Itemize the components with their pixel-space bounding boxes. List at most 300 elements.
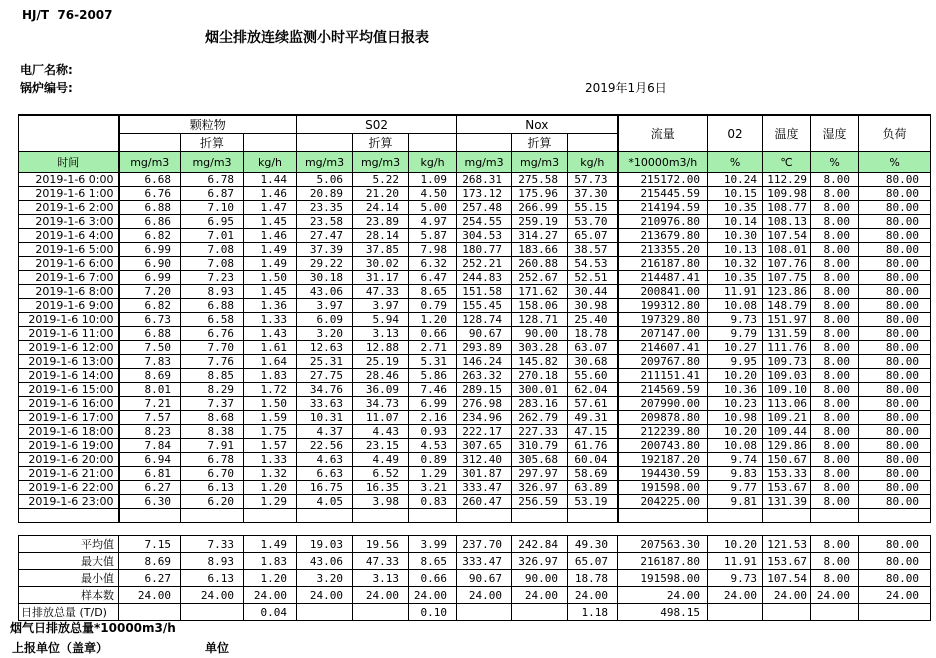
unit-label: 单位 [205, 641, 230, 655]
value-cell: 80.00 [859, 229, 931, 243]
value-cell: 268.31 [457, 173, 512, 187]
value-cell: 4.37 [297, 425, 353, 439]
unit-header: kg/h [409, 152, 457, 173]
value-cell: 8.00 [811, 271, 859, 285]
value-cell: 0.89 [409, 453, 457, 467]
spacer-cell [244, 134, 297, 152]
value-cell: 53.70 [568, 215, 618, 229]
value-cell: 6.99 [119, 271, 181, 285]
table-row [19, 271, 931, 285]
value-cell: 8.00 [811, 453, 859, 467]
value-cell: 200743.80 [618, 439, 708, 453]
value-cell: 107.54 [763, 570, 811, 587]
value-cell: 52.51 [568, 271, 618, 285]
value-cell: 10.35 [708, 201, 763, 215]
value-cell: 1.75 [244, 425, 297, 439]
value-cell: 11.07 [353, 411, 409, 425]
unit-header: mg/m3 [181, 152, 244, 173]
unit-header: mg/m3 [297, 152, 353, 173]
value-cell: 8.00 [811, 536, 859, 553]
value-cell: 1.46 [244, 187, 297, 201]
value-cell: 10.35 [708, 271, 763, 285]
value-cell: 199312.80 [618, 299, 708, 313]
value-cell: 1.20 [244, 570, 297, 587]
value-cell: 54.53 [568, 257, 618, 271]
value-cell: 173.12 [457, 187, 512, 201]
value-cell [119, 509, 181, 523]
value-cell: 7.46 [409, 383, 457, 397]
value-cell [708, 509, 763, 523]
value-cell: 5.00 [409, 201, 457, 215]
value-cell: 314.27 [512, 229, 568, 243]
value-cell: 80.00 [859, 215, 931, 229]
value-cell: 24.00 [859, 587, 931, 604]
value-cell [859, 604, 931, 621]
value-cell: 19.56 [353, 536, 409, 553]
table-row [19, 453, 931, 467]
value-cell: 6.94 [119, 453, 181, 467]
value-cell: 9.95 [708, 355, 763, 369]
value-cell: 300.01 [512, 383, 568, 397]
value-cell: 30.18 [297, 271, 353, 285]
row-label-cell: 2019-1-6 5:00 [19, 243, 119, 257]
value-cell: 263.32 [457, 369, 512, 383]
value-cell: 24.00 [763, 587, 811, 604]
value-cell [181, 604, 244, 621]
value-cell: 3.21 [409, 481, 457, 495]
value-cell: 7.91 [181, 439, 244, 453]
load-unit-header: % [859, 152, 931, 173]
value-cell: 8.65 [409, 285, 457, 299]
table-row [19, 327, 931, 341]
table-row [19, 439, 931, 453]
value-cell: 6.78 [181, 173, 244, 187]
value-cell: 214607.41 [618, 341, 708, 355]
unit-header: mg/m3 [512, 152, 568, 173]
value-cell: 28.46 [353, 369, 409, 383]
value-cell: 6.13 [181, 570, 244, 587]
value-cell: 283.16 [512, 397, 568, 411]
value-cell: 8.93 [181, 285, 244, 299]
value-cell: 3.97 [353, 299, 409, 313]
value-cell: 6.27 [119, 570, 181, 587]
value-cell: 270.18 [512, 369, 568, 383]
value-cell: 10.15 [708, 187, 763, 201]
value-cell: 1.33 [244, 313, 297, 327]
value-cell: 7.08 [181, 257, 244, 271]
table-row [19, 215, 931, 229]
value-cell: 90.67 [457, 327, 512, 341]
value-cell: 4.63 [297, 453, 353, 467]
value-cell: 10.30 [708, 229, 763, 243]
flue-gas-total-note: 烟气日排放总量*10000m3/h [10, 621, 176, 635]
boiler-number-label: 锅炉编号: [20, 81, 73, 95]
value-cell: 175.96 [512, 187, 568, 201]
table-row [19, 397, 931, 411]
row-label-cell: 2019-1-6 9:00 [19, 299, 119, 313]
value-cell: 5.22 [353, 173, 409, 187]
value-cell: 16.75 [297, 481, 353, 495]
value-cell: 12.88 [353, 341, 409, 355]
table-row [19, 201, 931, 215]
value-cell: 24.00 [457, 587, 512, 604]
value-cell: 80.00 [859, 397, 931, 411]
value-cell: 207147.00 [618, 327, 708, 341]
value-cell: 28.14 [353, 229, 409, 243]
value-cell: 11.91 [708, 553, 763, 570]
summary-row [19, 587, 931, 604]
unit-header: mg/m3 [353, 152, 409, 173]
table-row [19, 411, 931, 425]
value-cell: 131.39 [763, 495, 811, 509]
value-cell: 6.47 [409, 271, 457, 285]
reduced-header: 折算 [181, 134, 244, 152]
table-row [19, 495, 931, 509]
value-cell: 1.83 [244, 553, 297, 570]
value-cell: 153.33 [763, 467, 811, 481]
header-row-groups [19, 115, 931, 134]
value-cell: 10.20 [708, 425, 763, 439]
value-cell: 6.27 [119, 481, 181, 495]
value-cell: 128.71 [512, 313, 568, 327]
humidity-unit-header: % [811, 152, 859, 173]
value-cell: 111.76 [763, 341, 811, 355]
value-cell: 80.00 [859, 355, 931, 369]
value-cell: 5.94 [353, 313, 409, 327]
value-cell: 204225.00 [618, 495, 708, 509]
value-cell: 22.56 [297, 439, 353, 453]
value-cell: 34.73 [353, 397, 409, 411]
value-cell: 192187.20 [618, 453, 708, 467]
value-cell: 113.06 [763, 397, 811, 411]
value-cell: 6.88 [119, 327, 181, 341]
value-cell: 3.99 [409, 536, 457, 553]
value-cell: 200841.00 [618, 285, 708, 299]
value-cell: 27.47 [297, 229, 353, 243]
value-cell: 6.99 [119, 243, 181, 257]
value-cell: 254.55 [457, 215, 512, 229]
value-cell: 9.73 [708, 570, 763, 587]
value-cell: 23.89 [353, 215, 409, 229]
value-cell: 171.62 [512, 285, 568, 299]
value-cell: 80.00 [859, 481, 931, 495]
row-label-cell: 2019-1-6 17:00 [19, 411, 119, 425]
value-cell: 80.00 [859, 257, 931, 271]
value-cell: 6.32 [409, 257, 457, 271]
value-cell: 8.00 [811, 439, 859, 453]
value-cell: 1.36 [244, 299, 297, 313]
value-cell: 1.33 [244, 453, 297, 467]
value-cell: 7.33 [181, 536, 244, 553]
value-cell: 90.00 [512, 570, 568, 587]
value-cell: 6.76 [119, 187, 181, 201]
value-cell [457, 509, 512, 523]
value-cell: 7.23 [181, 271, 244, 285]
value-cell: 183.66 [512, 243, 568, 257]
value-cell: 8.00 [811, 341, 859, 355]
value-cell: 5.87 [409, 229, 457, 243]
value-cell: 1.49 [244, 257, 297, 271]
value-cell: 24.00 [119, 587, 181, 604]
row-label-cell: 2019-1-6 19:00 [19, 439, 119, 453]
value-cell: 10.08 [708, 439, 763, 453]
value-cell: 24.00 [811, 587, 859, 604]
value-cell: 9.77 [708, 481, 763, 495]
value-cell: 242.84 [512, 536, 568, 553]
value-cell: 8.69 [119, 553, 181, 570]
value-cell: 121.53 [763, 536, 811, 553]
value-cell: 197329.80 [618, 313, 708, 327]
page-title: 烟尘排放连续监测小时平均值日报表 [205, 30, 429, 46]
value-cell: 1.64 [244, 355, 297, 369]
value-cell: 80.00 [859, 453, 931, 467]
value-cell: 6.73 [119, 313, 181, 327]
row-label-cell: 日排放总量 (T/D) [19, 604, 119, 621]
value-cell: 6.87 [181, 187, 244, 201]
value-cell: 65.07 [568, 229, 618, 243]
value-cell: 252.21 [457, 257, 512, 271]
table-row [19, 369, 931, 383]
value-cell: 5.06 [297, 173, 353, 187]
value-cell: 215172.00 [618, 173, 708, 187]
value-cell: 1.46 [244, 229, 297, 243]
value-cell: 1.50 [244, 397, 297, 411]
value-cell [409, 509, 457, 523]
value-cell: 109.10 [763, 383, 811, 397]
value-cell: 8.38 [181, 425, 244, 439]
value-cell: 6.95 [181, 215, 244, 229]
value-cell: 8.00 [811, 369, 859, 383]
value-cell [297, 509, 353, 523]
table-row [19, 173, 931, 187]
value-cell: 275.58 [512, 173, 568, 187]
value-cell: 25.19 [353, 355, 409, 369]
value-cell: 23.35 [297, 201, 353, 215]
value-cell: 80.00 [859, 495, 931, 509]
value-cell: 6.70 [181, 467, 244, 481]
value-cell: 129.86 [763, 439, 811, 453]
flow-unit-header: *10000m3/h [618, 152, 708, 173]
column-group-so2: S02 [297, 115, 457, 134]
value-cell: 107.75 [763, 271, 811, 285]
value-cell: 3.98 [353, 495, 409, 509]
value-cell: 266.99 [512, 201, 568, 215]
value-cell: 80.00 [859, 341, 931, 355]
value-cell: 209767.80 [618, 355, 708, 369]
value-cell: 7.37 [181, 397, 244, 411]
value-cell: 1.18 [568, 604, 618, 621]
row-label-cell: 2019-1-6 18:00 [19, 425, 119, 439]
value-cell: 214487.41 [618, 271, 708, 285]
value-cell: 7.76 [181, 355, 244, 369]
reduced-header: 折算 [512, 134, 568, 152]
row-label-cell: 2019-1-6 22:00 [19, 481, 119, 495]
value-cell: 234.96 [457, 411, 512, 425]
value-cell: 24.00 [353, 587, 409, 604]
spacer-cell [409, 134, 457, 152]
table-row [19, 229, 931, 243]
value-cell: 10.20 [708, 536, 763, 553]
value-cell: 8.00 [811, 285, 859, 299]
value-cell: 0.04 [244, 604, 297, 621]
table-row [19, 243, 931, 257]
row-label-cell: 2019-1-6 8:00 [19, 285, 119, 299]
value-cell: 80.00 [859, 327, 931, 341]
value-cell: 8.00 [811, 553, 859, 570]
value-cell: 1.47 [244, 201, 297, 215]
value-cell: 80.00 [859, 285, 931, 299]
report-date: 2019年1月6日 [585, 81, 667, 95]
value-cell: 57.73 [568, 173, 618, 187]
value-cell: 11.91 [708, 285, 763, 299]
value-cell: 107.76 [763, 257, 811, 271]
value-cell: 207563.30 [618, 536, 708, 553]
value-cell: 215445.59 [618, 187, 708, 201]
value-cell: 5.86 [409, 369, 457, 383]
value-cell: 10.24 [708, 173, 763, 187]
row-label-cell: 2019-1-6 20:00 [19, 453, 119, 467]
value-cell: 150.67 [763, 453, 811, 467]
summary-table [18, 535, 931, 621]
value-cell: 7.84 [119, 439, 181, 453]
value-cell: 333.47 [457, 553, 512, 570]
value-cell: 23.58 [297, 215, 353, 229]
value-cell: 9.83 [708, 467, 763, 481]
value-cell: 9.79 [708, 327, 763, 341]
value-cell: 34.76 [297, 383, 353, 397]
value-cell: 312.40 [457, 453, 512, 467]
value-cell: 256.59 [512, 495, 568, 509]
value-cell: 6.90 [119, 257, 181, 271]
value-cell: 7.20 [119, 285, 181, 299]
value-cell: 8.69 [119, 369, 181, 383]
value-cell: 1.45 [244, 215, 297, 229]
value-cell: 109.03 [763, 369, 811, 383]
value-cell: 260.88 [512, 257, 568, 271]
value-cell [512, 509, 568, 523]
value-cell: 24.00 [708, 587, 763, 604]
value-cell: 18.78 [568, 327, 618, 341]
value-cell: 25.40 [568, 313, 618, 327]
value-cell: 8.00 [811, 425, 859, 439]
row-label-cell: 2019-1-6 2:00 [19, 201, 119, 215]
value-cell: 49.31 [568, 411, 618, 425]
table-row [19, 299, 931, 313]
value-cell: 8.00 [811, 570, 859, 587]
value-cell: 108.01 [763, 243, 811, 257]
value-cell: 8.00 [811, 327, 859, 341]
row-label-cell: 2019-1-6 4:00 [19, 229, 119, 243]
value-cell: 8.00 [811, 467, 859, 481]
value-cell: 4.49 [353, 453, 409, 467]
value-cell: 18.78 [568, 570, 618, 587]
value-cell: 80.00 [859, 369, 931, 383]
value-cell [181, 509, 244, 523]
value-cell: 303.28 [512, 341, 568, 355]
value-cell [119, 604, 181, 621]
value-cell: 158.06 [512, 299, 568, 313]
value-cell [811, 604, 859, 621]
value-cell: 80.00 [859, 299, 931, 313]
value-cell: 212239.80 [618, 425, 708, 439]
value-cell: 8.68 [181, 411, 244, 425]
o2-unit-header: % [708, 152, 763, 173]
value-cell [457, 604, 512, 621]
value-cell: 209878.80 [618, 411, 708, 425]
value-cell [568, 509, 618, 523]
value-cell: 36.09 [353, 383, 409, 397]
value-cell: 63.07 [568, 341, 618, 355]
value-cell: 10.20 [708, 369, 763, 383]
value-cell: 8.85 [181, 369, 244, 383]
value-cell [618, 509, 708, 523]
value-cell: 6.58 [181, 313, 244, 327]
value-cell: 24.14 [353, 201, 409, 215]
value-cell: 24.00 [568, 587, 618, 604]
table-row [19, 355, 931, 369]
value-cell: 6.78 [181, 453, 244, 467]
row-label-cell: 平均值 [19, 536, 119, 553]
value-cell: 24.00 [181, 587, 244, 604]
value-cell: 260.47 [457, 495, 512, 509]
value-cell: 16.35 [353, 481, 409, 495]
value-cell: 9.81 [708, 495, 763, 509]
value-cell: 7.98 [409, 243, 457, 257]
value-cell: 1.49 [244, 536, 297, 553]
value-cell [763, 509, 811, 523]
value-cell: 304.53 [457, 229, 512, 243]
value-cell: 297.97 [512, 467, 568, 481]
value-cell: 128.74 [457, 313, 512, 327]
value-cell: 146.24 [457, 355, 512, 369]
value-cell: 109.98 [763, 187, 811, 201]
value-cell: 19.03 [297, 536, 353, 553]
value-cell: 191598.00 [618, 481, 708, 495]
row-label-cell [19, 509, 119, 523]
value-cell [811, 509, 859, 523]
value-cell: 37.85 [353, 243, 409, 257]
value-cell: 131.59 [763, 327, 811, 341]
value-cell: 37.30 [568, 187, 618, 201]
value-cell: 216187.80 [618, 553, 708, 570]
value-cell: 1.29 [409, 467, 457, 481]
value-cell: 145.82 [512, 355, 568, 369]
value-cell: 37.39 [297, 243, 353, 257]
value-cell: 252.67 [512, 271, 568, 285]
value-cell: 90.00 [512, 327, 568, 341]
unit-header: mg/m3 [119, 152, 181, 173]
table-row [19, 481, 931, 495]
value-cell: 80.00 [859, 467, 931, 481]
value-cell: 80.00 [859, 439, 931, 453]
value-cell: 1.20 [244, 481, 297, 495]
value-cell: 5.31 [409, 355, 457, 369]
value-cell: 216187.80 [618, 257, 708, 271]
value-cell: 153.67 [763, 553, 811, 570]
value-cell: 4.53 [409, 439, 457, 453]
value-cell: 259.19 [512, 215, 568, 229]
row-label-cell: 2019-1-6 12:00 [19, 341, 119, 355]
row-label-cell: 2019-1-6 7:00 [19, 271, 119, 285]
table-row [19, 341, 931, 355]
value-cell: 6.13 [181, 481, 244, 495]
column-header-flow: 流量 [618, 115, 708, 152]
value-cell: 1.43 [244, 327, 297, 341]
reduced-header: 折算 [353, 134, 409, 152]
value-cell: 7.70 [181, 341, 244, 355]
value-cell: 0.66 [409, 570, 457, 587]
value-cell: 8.00 [811, 229, 859, 243]
